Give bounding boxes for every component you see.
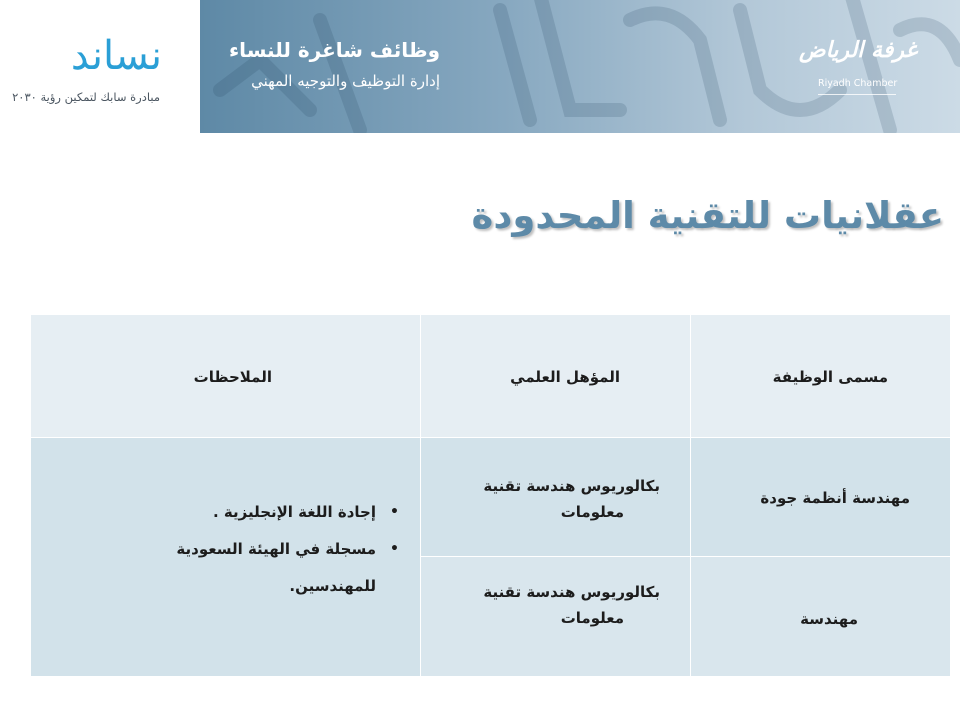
notes-item-2-line-2: للمهندسين. xyxy=(289,577,376,595)
notes-item-continuation xyxy=(176,568,402,605)
riyadh-chamber-logo-english: Riyadh Chamber xyxy=(818,78,898,89)
banner-title: وظائف شاغرة للنساء xyxy=(228,38,440,62)
banner-subtitle: إدارة التوظيف والتوجيه المهني xyxy=(251,72,440,90)
table-row-1-qualification xyxy=(420,437,690,556)
header-cell-job-title xyxy=(690,314,950,437)
table-row-2-qualification xyxy=(420,556,690,676)
bullet-icon: • xyxy=(390,504,399,520)
riyadh-chamber-logo-arabic: غرفة الرياض xyxy=(799,38,917,63)
header-qualification-label: المؤهل العلمي xyxy=(510,368,620,386)
notes-item xyxy=(176,531,402,568)
qualification-line-1: بكالوريوس هندسة تقنية xyxy=(483,583,660,601)
nasand-logo-text: نساند xyxy=(70,33,162,79)
job-title-text: مهندسة xyxy=(800,610,858,628)
bullet-icon: • xyxy=(390,541,399,557)
job-title-text: مهندسة أنظمة جودة xyxy=(760,489,910,507)
header-cell-qualification xyxy=(420,314,690,437)
notes-item xyxy=(176,494,402,531)
header-banner xyxy=(200,0,960,133)
header xyxy=(0,0,960,133)
table-row-2-job-title xyxy=(690,556,950,676)
table-row-1-job-title xyxy=(690,437,950,556)
notes-item-1-text: إجادة اللغة الإنجليزية . xyxy=(212,503,376,521)
notes-cell xyxy=(30,437,420,676)
jobs-table xyxy=(30,314,950,676)
notes-list xyxy=(176,494,402,605)
notes-item-2-line-1: مسجلة في الهيئة السعودية xyxy=(176,540,376,558)
qualification-line-2: معلومات xyxy=(560,609,624,627)
nasand-tagline: مبادرة سابك لتمكين رؤية ٢٠٣٠ xyxy=(12,90,160,104)
page-title: عقلانيات للتقنية المحدودة xyxy=(471,194,944,237)
qualification-line-2: معلومات xyxy=(560,503,624,521)
nasand-logo xyxy=(0,0,200,133)
header-job-title-label: مسمى الوظيفة xyxy=(772,368,888,386)
header-notes-label: الملاحظات xyxy=(193,368,272,386)
riyadh-chamber-logo xyxy=(796,38,920,98)
qualification-line-1: بكالوريوس هندسة تقنية xyxy=(483,477,660,495)
header-cell-notes xyxy=(30,314,420,437)
logo-underline xyxy=(818,94,896,95)
